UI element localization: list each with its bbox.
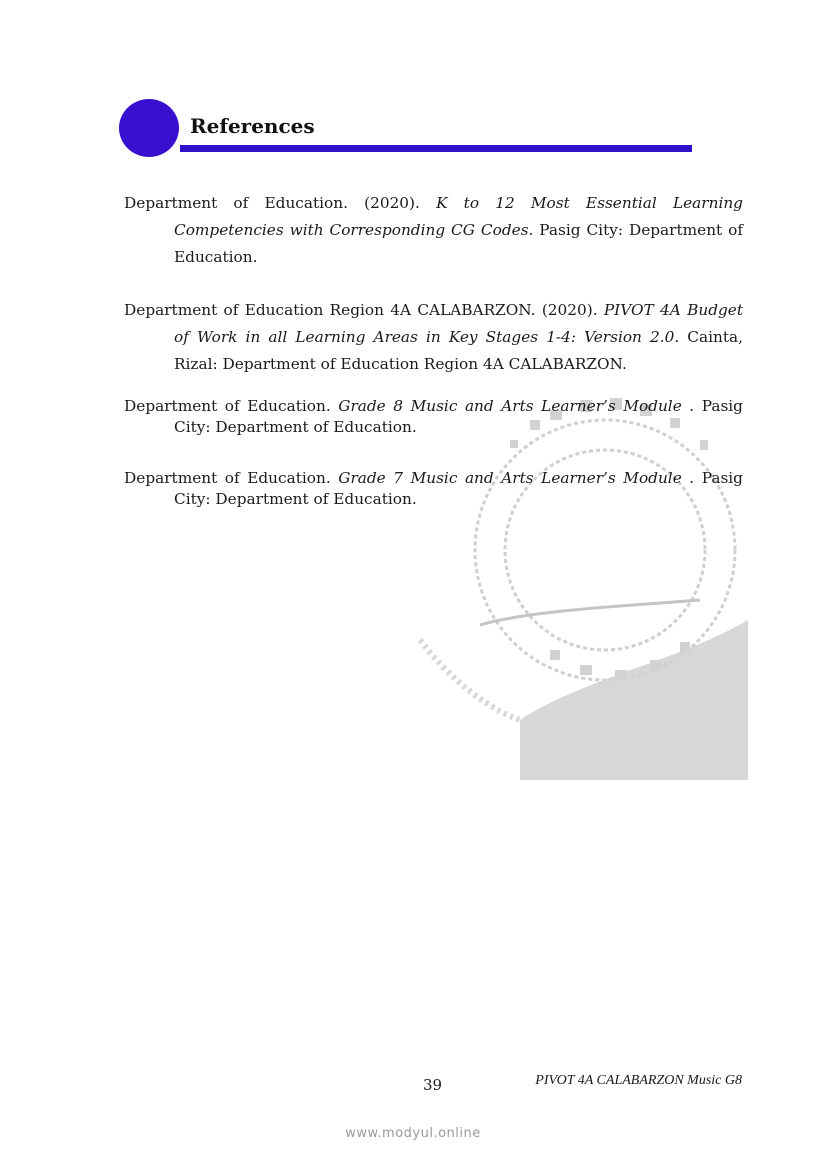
reference-author: Department of Education Region 4A CALABARZON. (2020).	[124, 301, 604, 319]
reference-item	[124, 396, 743, 438]
reference-item	[124, 468, 743, 510]
reference-publisher: . Pasig City: Department of Education.	[174, 397, 743, 436]
footer-document-title: PIVOT 4A CALABARZON Music G8	[535, 1073, 742, 1088]
site-watermark: www.modyul.online	[345, 1126, 481, 1141]
reference-item	[124, 190, 743, 271]
page-number: 39	[423, 1076, 443, 1094]
references-list	[124, 190, 743, 510]
reference-author: Department of Education.	[124, 469, 339, 487]
reference-publisher: . Pasig City: Department of Education.	[174, 469, 743, 508]
reference-publisher: Pasig City: Department of Education.	[174, 221, 743, 266]
reference-title: Grade 8 Music and Arts Learner’s Module	[338, 397, 682, 415]
reference-title: K to 12 Most Essential Learning Competencies with Corresponding CG Codes.	[174, 194, 743, 239]
page-title: References	[190, 114, 315, 138]
header-underline	[180, 145, 692, 152]
header-bullet-circle	[119, 99, 179, 157]
reference-author: Department of Education. (2020).	[124, 194, 437, 212]
reference-author: Department of Education.	[124, 397, 339, 415]
reference-publisher: Cainta, Rizal: Department of Education Region 4A CALABARZON.	[174, 328, 743, 373]
reference-title: PIVOT 4A Budget of Work in all Learning Areas in Key Stages 1-4: Version 2.0.	[174, 301, 743, 346]
reference-title: Grade 7 Music and Arts Learner’s Module	[338, 469, 682, 487]
reference-item	[124, 297, 743, 378]
